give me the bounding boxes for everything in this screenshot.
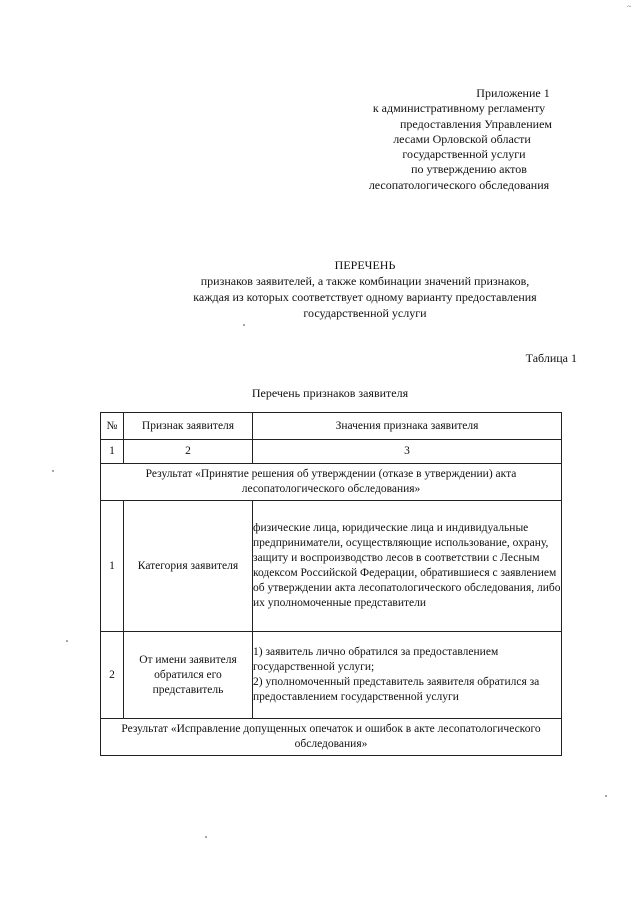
title-subtitle-line: признаков заявителей, а также комбинации значений признаков,: [200, 274, 530, 288]
result-row: [101, 464, 562, 501]
row-number: 1: [101, 501, 124, 632]
table-number: Таблица 1: [525, 351, 577, 365]
row-value-line: 2) уполномоченный представитель заявителя обратился за предоставлением государственной услуги: [253, 676, 540, 703]
appendix-line: Приложение 1: [476, 86, 550, 100]
title-heading: ПЕРЕЧЕНЬ: [334, 258, 396, 272]
header-number: №: [101, 413, 124, 440]
scan-speck: [52, 470, 54, 472]
title-subtitle-line: государственной услуги: [303, 306, 427, 320]
appendix-header: [320, 86, 598, 193]
title-subtitle-line: каждая из которых соответствует одному варианту предоставления: [193, 290, 537, 304]
column-number: 3: [253, 440, 562, 464]
appendix-line: предоставления Управлением: [400, 116, 552, 131]
column-number: 2: [124, 440, 253, 464]
row-number: 2: [101, 632, 124, 719]
result-row: [101, 719, 562, 756]
table-header-row: [101, 413, 562, 440]
appendix-line: лесами Орловской области: [393, 131, 531, 146]
scan-speck: [243, 324, 245, 326]
document-title: [100, 257, 630, 321]
result-approval: Результат «Принятие решения об утверждении (отказе в утверждении) акта лесопатологического обследования»: [101, 464, 562, 501]
row-value-line: 1) заявитель лично обратился за предоставлением государственной услуги;: [253, 646, 499, 673]
table-caption: Перечень признаков заявителя: [251, 386, 409, 400]
column-number-row: [101, 440, 562, 464]
header-values: Значения признака заявителя: [253, 413, 562, 440]
scan-speck: [605, 795, 607, 797]
row-sign: Категория заявителя: [124, 501, 253, 632]
appendix-line: государственной услуги: [402, 147, 526, 162]
row-value: [253, 632, 562, 719]
page-corner-mark: ~: [627, 3, 631, 11]
table-row: [101, 632, 562, 719]
scan-speck: [66, 640, 68, 642]
header-sign: Признак заявителя: [124, 413, 253, 440]
table-row: [101, 501, 562, 632]
row-value: физические лица, юридические лица и индивидуальные предприниматели, осуществляющие использование, охрану, защиту и воспроизводство лесов в соответствии с Лесным кодексом Российской Федерации, обратившиеся с заявлением об утверждении акта лесопатологического обследования, либо их уполномоченные представители: [253, 501, 562, 632]
appendix-line: к административному регламенту: [372, 101, 546, 116]
appendix-line: лесопатологического обследования: [368, 177, 550, 192]
scan-speck: [205, 836, 207, 838]
appendix-line: по утверждению актов: [411, 162, 527, 177]
applicant-signs-table: [100, 412, 562, 756]
result-correction: Результат «Исправление допущенных опечаток и ошибок в акте лесопатологического обследования»: [101, 719, 562, 756]
column-number: 1: [101, 440, 124, 464]
row-sign: От имени заявителя обратился его представитель: [124, 632, 253, 719]
